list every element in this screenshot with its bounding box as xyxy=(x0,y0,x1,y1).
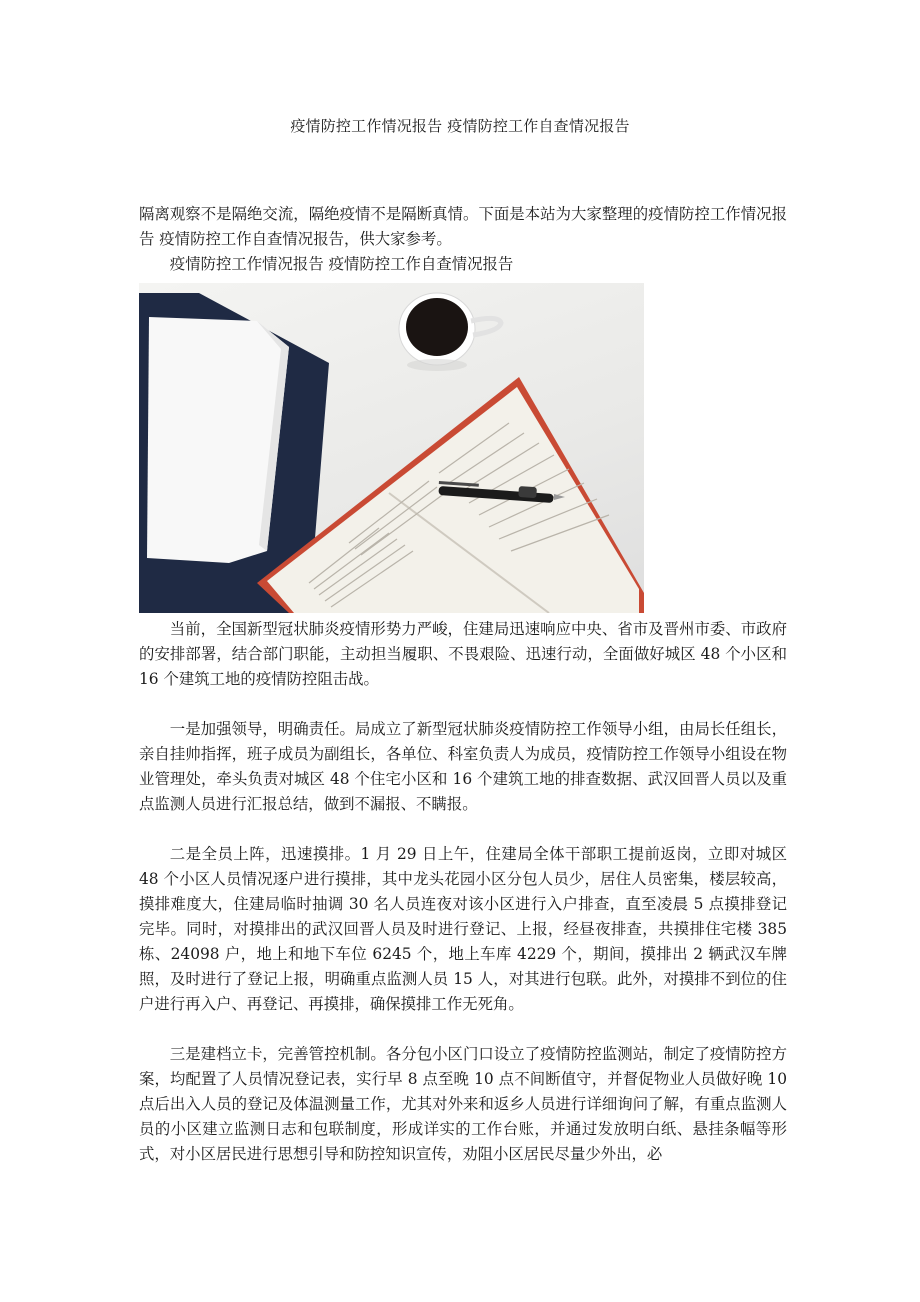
intro-paragraph: 隔离观察不是隔绝交流，隔绝疫情不是隔断真情。下面是本站为大家整理的疫情防控工作情况报告 疫情防控工作自查情况报告，供大家参考。 xyxy=(139,205,787,248)
paragraph-current-situation: 当前，全国新型冠状肺炎疫情形势力严峻，住建局迅速响应中央、省市及晋州市委、市政府的安排部署，结合部门职能，主动担当履职、不畏艰险、迅速行动，全面做好城区 48 个小区和 16 个建筑工地的疫情防控阻击战。 xyxy=(139,620,787,688)
paragraph-control-mechanism: 三是建档立卡，完善管控机制。各分包小区门口设立了疫情防控监测站，制定了疫情防控方案，均配置了人员情况登记表，实行早 8 点至晚 10 点不间断值守，并督促物业人员做好晚 10 点后出入人员的登记及体温测量工作，尤其对外来和返乡人员进行详细询问了解，有重点监测人员的小区建立监测日志和包联制度，形成详实的工作台账，并通过发放明白纸、悬挂条幅等形式，对小区居民进行思想引导和防控知识宣传，劝阻小区居民尽量少外出，必 xyxy=(139,1045,787,1163)
document-title: 疫情防控工作情况报告 疫情防控工作自查情况报告 xyxy=(290,117,630,135)
books-coffee-pen-photo xyxy=(139,283,644,613)
paragraph-investigation: 二是全员上阵，迅速摸排。1 月 29 日上午，住建局全体干部职工提前返岗，立即对城区 48 个小区人员情况逐户进行摸排，其中龙头花园小区分包人员少，居住人员密集，楼层较高，摸排难度大，住建局临时抽调 30 名人员连夜对该小区进行入户排查，直至凌晨 5 点摸排登记完毕。同时，对摸排出的武汉回晋人员及时进行登记、上报，经昼夜排查，共摸排住宅楼 385 栋、24098 户，地上和地下车位 6245 个，地上车库 4229 个，期间，摸排出 2 辆武汉车牌照，及时进行了登记上报，明确重点监测人员 15 人，对其进行包联。此外，对摸排不到位的住户进行再入户、再登记、再摸排，确保摸排工作无死角。 xyxy=(139,845,787,1013)
photo-illustration xyxy=(139,283,644,613)
paragraph-leadership: 一是加强领导，明确责任。局成立了新型冠状肺炎疫情防控工作领导小组，由局长任组长，亲自挂帅指挥，班子成员为副组长，各单位、科室负责人为成员，疫情防控工作领导小组设在物业管理处，牵头负责对城区 48 个住宅小区和 16 个建筑工地的排查数据、武汉回晋人员以及重点监测人员进行汇报总结，做到不漏报、不瞒报。 xyxy=(139,720,787,813)
document-body xyxy=(139,202,787,1167)
article-subtitle: 疫情防控工作情况报告 疫情防控工作自查情况报告 xyxy=(169,255,514,273)
